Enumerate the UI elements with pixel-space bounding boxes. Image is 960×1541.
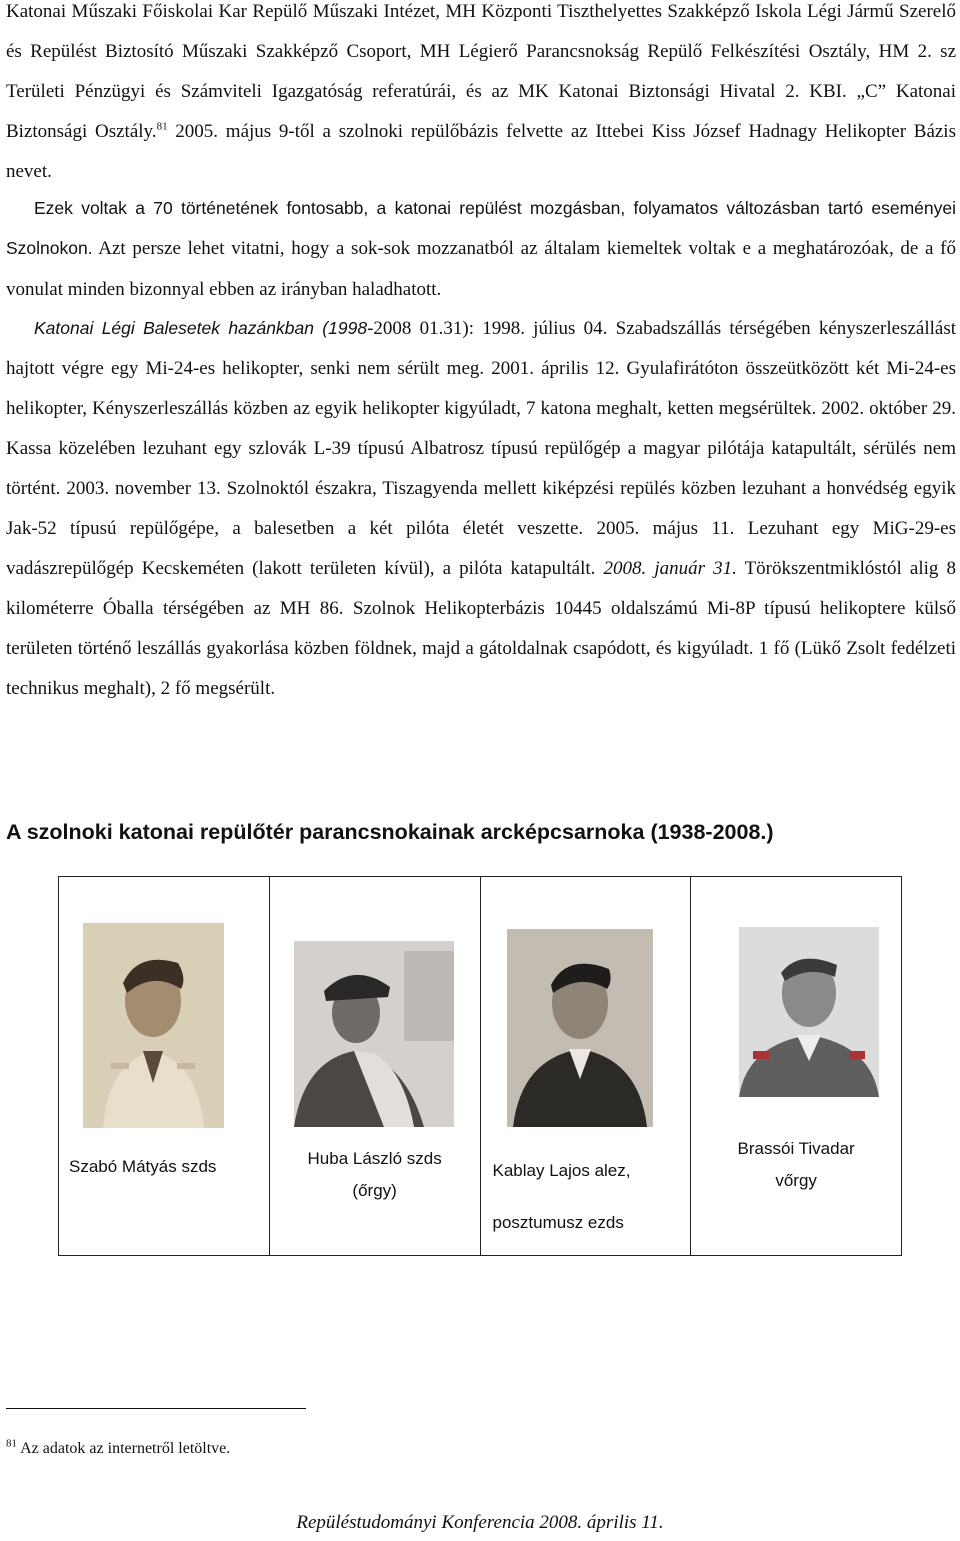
footnote-text: Az adatok az internetről letöltve.	[17, 1440, 231, 1457]
accident-2003: Szolnoktól északra, Tiszagyenda mellett kiképzési repülés közben lezuhant a honvédség egyik Jak-52 típusú repülőgépe, a balesetben a két pilóta életét veszette. 2005. május 11.	[6, 478, 957, 539]
paragraph-summary	[6, 188, 956, 310]
accident-2002: Kassa közelében lezuhant egy szlovák L-39 típusú Albatrosz típusú repülőgép a magyar pilótája katapultált, sérülés nem történt. 2003. november 13.	[6, 438, 956, 499]
accident-2008-date: 2008. január 31.	[595, 558, 737, 579]
caption-3-rank: posztumusz ezds	[492, 1213, 624, 1232]
portrait-1-image	[83, 923, 224, 1128]
caption-2-name: Huba László szds	[307, 1149, 442, 1168]
gallery-cell-2	[269, 877, 480, 1256]
portrait-photo-1	[83, 923, 224, 1128]
commanders-gallery-table	[58, 876, 902, 1256]
portrait-4-image	[739, 927, 879, 1097]
caption-4-rank: vőrgy	[775, 1171, 817, 1190]
footnote-number: 81	[6, 1437, 17, 1450]
caption-2	[270, 1143, 480, 1207]
caption-3	[493, 1145, 691, 1249]
paragraph-intro-text: Katonai Műszaki Főiskolai Kar Repülő Műszaki Intézet, MH Központi Tiszthelyettes Szakképző Iskola Légi Jármű Szerelő és Repülést Biztosító Műszaki Szakképző Csoport, MH Légierő Parancsnokság Repülő Felkészítési Osztály, HM 2. sz Területi Pénzügyi és Számviteli Igazgatóság referatúrái, és az MK Katonai Biztonsági Hivatal 2. KBI. „C” Katonai Biztonsági Osztály.	[6, 1, 956, 142]
portrait-photo-4	[739, 927, 879, 1097]
gallery-cell-4	[691, 877, 902, 1256]
caption-4-name: Brassói Tivadar	[737, 1139, 855, 1158]
footnote-ref[interactable]: 81	[156, 120, 168, 133]
paragraph-summary-text-cont: Azt persze lehet vitatni, hogy a sok-sok mozzanatból az általam kiemeltek voltak e a meghatározóak, de a fő vonulat minden bizonnyal ebben az irányban haladhatott.	[6, 238, 956, 300]
portrait-2-image	[294, 941, 454, 1127]
accident-2001: Gyulafirátóton összeütközött két Mi-24-es helikopter, Kényszerleszállás közben az egyik helikopter kigyúladt, 7 katona meghalt, ketten megsérültek. 2002. október 29.	[6, 358, 956, 419]
caption-4	[691, 1133, 901, 1197]
paragraph-intro-text-cont: 2005. május 9-től a szolnoki repülőbázis felvette az Ittebei Kiss József Hadnagy Helikopter Bázis nevet.	[6, 121, 956, 182]
caption-1	[69, 1151, 269, 1183]
accident-2008: Törökszentmiklóstól alig 8 kilométerre Óballa térségében az MH 86. Szolnok Helikopterbázis 10445 oldalszámú Mi-8P típusú helikoptere külső területen történő leszállás gyakorlása közben földnek, majd a gátoldalnak csapódott, és kigyúladt. 1 fő (Lükő Zsolt fedélzeti technikus meghalt), 2 fő megsérült.	[6, 558, 956, 699]
caption-1-name: Szabó Mátyás szds	[69, 1157, 217, 1176]
caption-2-rank: (őrgy)	[352, 1181, 397, 1200]
footnote-separator	[6, 1408, 306, 1409]
gallery-cell-1	[59, 877, 270, 1256]
paragraph-intro	[6, 0, 956, 192]
accident-2005: Lezuhant egy MiG-29-es vadászrepülőgép Kecskeméten (lakott területen kívül), a pilóta katapultált.	[6, 518, 956, 579]
portrait-photo-3	[507, 929, 653, 1127]
gallery-heading: A szolnoki katonai repülőtér parancsnokainak arcképcsarnoka (1938-2008.)	[6, 820, 774, 844]
accident-1998: Szabadszállás térségében kényszerleszállást hajtott végre egy Mi-24-es helikopter, senki nem sérült meg. 2001. április 12.	[6, 318, 956, 379]
portrait-3-image	[507, 929, 653, 1127]
page-footer: Repüléstudományi Konferencia 2008. április 11.	[296, 1512, 664, 1533]
accidents-title: Katonai Légi Balesetek hazánkban (1998	[34, 318, 368, 338]
footnote	[6, 1437, 231, 1458]
accidents-date-1998: -2008 01.31): 1998. július 04.	[367, 318, 608, 339]
gallery-cell-3	[480, 877, 691, 1256]
paragraph-summary-text: Ezek voltak a 70 történetének fontosabb, a katonai repülést mozgásban, folyamatos változásban tartó eseményei Szolnokon.	[6, 198, 956, 258]
caption-3-name: Kablay Lajos alez,	[492, 1161, 631, 1180]
paragraph-accidents	[6, 308, 956, 709]
portrait-photo-2	[294, 941, 454, 1127]
